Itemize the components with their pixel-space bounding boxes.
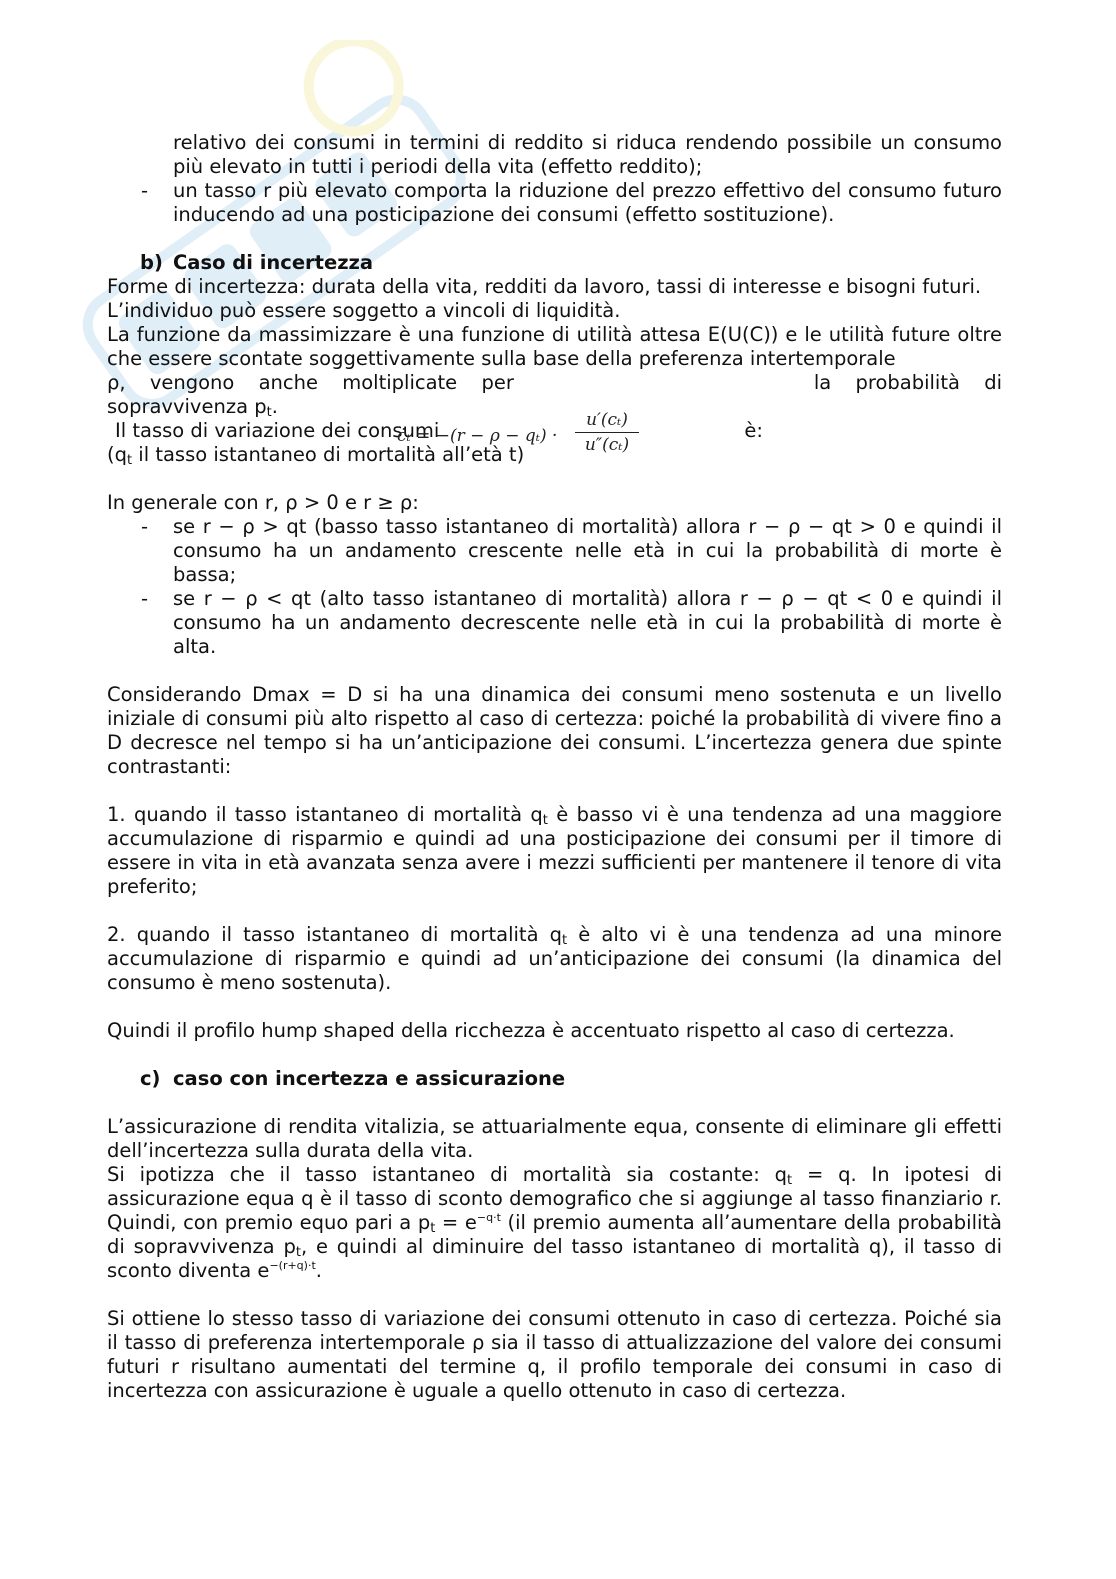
formula-numerator: u′(cₜ) (586, 410, 628, 430)
formula-fraction (575, 408, 639, 457)
case-1: - se r − ρ > qt (basso tasso istantaneo di mortalità) allora r − ρ − qt > 0 e quindi il consumo ha un andamento crescente nelle età in cui la probabilità di morte è bassa; (141, 515, 1002, 586)
numbered-item-1: 1. quando il tasso istantaneo di mortalità $q_t$ è basso vi è una tendenza ad una maggiore accumulazione di risparmio e quindi ad una posticipazione dei consumi per il timore di essere in vita in età avanzata senza avere i mezzi sufficienti per mantenere il tenore di vita preferito; (107, 803, 1002, 898)
section-c-paragraph-3: Si ottiene lo stesso tasso di variazione dei consumi ottenuto in caso di certezza. Poiché sia il tasso di preferenza intertemporale ρ sia il tasso di attualizzazione del valore dei consumi futuri r risultano aumentati del termine q, il profilo temporale dei consumi in caso di incertezza con assicurazione è uguale a quello ottenuto in caso di certezza. (107, 1307, 1002, 1402)
formula-lhs: ċₜ = −(r − ρ − qₜ) · (397, 426, 558, 446)
section-c-heading (107, 1067, 1002, 1091)
intro-bullet2-text: un tasso r più elevato comporta la riduzione del prezzo effettivo del consumo futuro inducendo ad una posticipazione dei consumi (effetto sostituzione). (173, 179, 1002, 226)
numbered-item-2: 2. quando il tasso istantaneo di mortalità $q_t$ è alto vi è una tendenza ad una minore accumulazione di risparmio e quindi ad un’anticipazione dei consumi (la dinamica del consumo è meno sostenuta). (107, 923, 1002, 994)
section-c-paragraph-2: Si ipotizza che il tasso istantaneo di mortalità sia costante: $q_t = q$. In ipotesi di assicurazione equa q è il tasso di sconto demografico che si aggiunge al tasso finanziario r. Quindi, con premio equo pari a $p_t = e^{-q\cdot t}$ (il premio aumenta all’aumentare della probabilità di sopravvivenza $p_t$, e quindi al diminuire del tasso istantaneo di mortalità q), il tasso di sconto diventa $e^{-(r+q)\cdot t}$. (107, 1163, 1003, 1282)
q-definition-line: ($q_t$ il tasso istantaneo di mortalità all’età t) (107, 443, 525, 468)
section-b-heading (107, 251, 1002, 275)
consumption-rate-formula (397, 408, 647, 464)
rate-line: Il tasso di variazione dei consumi è: (115, 419, 763, 442)
intro-bullet2 (107, 179, 1002, 227)
rho-line: ρ, vengono anche moltiplicate per la probabilità di (107, 371, 1002, 394)
section-c-label: c) (140, 1067, 161, 1090)
section-b-paragraph-2: L’individuo può essere soggetto a vincoli di liquidità. (107, 299, 621, 322)
bullet-dash: - (141, 179, 149, 202)
hump-shaped-paragraph: Quindi il profilo hump shaped della ricchezza è accentuato rispetto al caso di certezza. (107, 1019, 955, 1042)
formula-denominator: u″(cₜ) (584, 435, 630, 455)
dmax-paragraph: Considerando Dmax = D si ha una dinamica dei consumi meno sostenuta e un livello iniziale di consumi più alto rispetto al caso di certezza: poiché la probabilità di vivere fino a D decresce nel tempo si ha un’anticipazione dei consumi. L’incertezza genera due spinte contrastanti: (107, 683, 1002, 778)
section-b-title: Caso di incertezza (173, 251, 374, 274)
general-condition: In generale con r, ρ > 0 e r ≥ ρ: (107, 491, 419, 514)
intro-bullet1-continuation: relativo dei consumi in termini di reddito si riduca rendendo possibile un consumo più elevato in tutti i periodi della vita (effetto reddito); (173, 131, 1002, 178)
document-page (107, 131, 1002, 1403)
section-b-paragraph-1: Forme di incertezza: durata della vita, redditi da lavoro, tassi di interesse e bisogni futuri. (107, 275, 982, 298)
section-b-label: b) (140, 251, 163, 274)
survival-line: sopravvivenza $p_t$. (107, 395, 278, 420)
section-c-title: caso con incertezza e assicurazione (173, 1067, 566, 1090)
section-b-paragraph-3: La funzione da massimizzare è una funzione di utilità attesa E(U(C)) e le utilità future oltre che essere scontate soggettivamente sulla base della preferenza intertemporale (107, 323, 1002, 370)
case-2: - se r − ρ < qt (alto tasso istantaneo di mortalità) allora r − ρ − qt < 0 e quindi il consumo ha un andamento decrescente nelle età in cui la probabilità di morte è alta. (141, 587, 1002, 658)
section-c-paragraph-1: L’assicurazione di rendita vitalizia, se attuarialmente equa, consente di eliminare gli effetti dell’incertezza sulla durata della vita. (107, 1115, 1002, 1162)
